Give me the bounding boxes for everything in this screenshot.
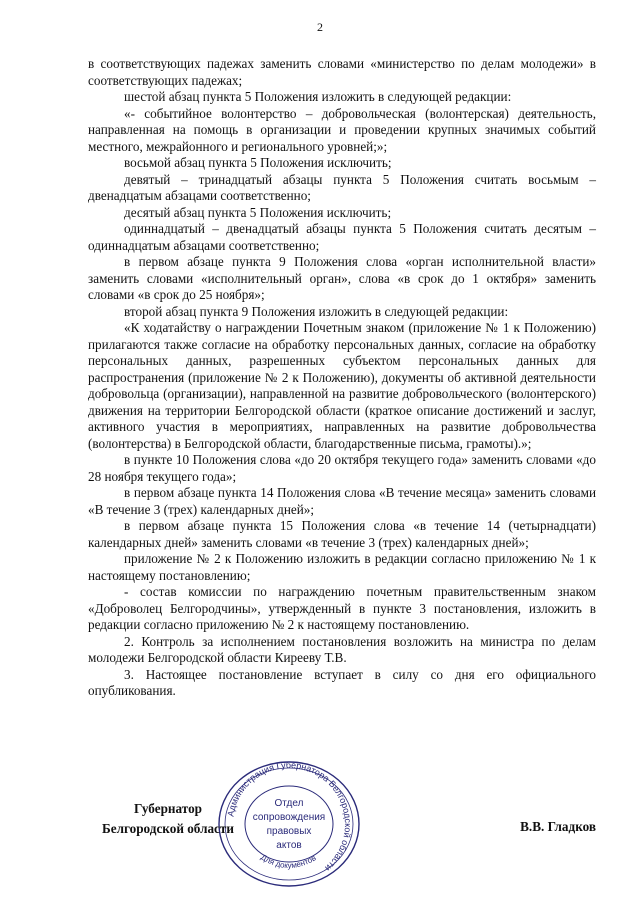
signatory-name: В.В. Гладков (520, 819, 596, 834)
page-number: 2 (317, 20, 323, 34)
paragraph: в пункте 10 Положения слова «до 20 октября текущего года» заменить словами «до 28 ноября текущего года»; (88, 452, 596, 484)
signatory-title-line: Белгородской области (102, 821, 234, 836)
stamp-bottom-text: Для документов (259, 852, 318, 871)
paragraph: восьмой абзац пункта 5 Положения исключить; (124, 155, 392, 170)
paragraph: в первом абзаце пункта 14 Положения слова «В течение месяца» заменить словами «В течение 3 (трех) календарных дней»; (88, 485, 596, 517)
paragraph: приложение № 2 к Положению изложить в редакции согласно приложению № 1 к настоящему постановлению; (88, 551, 596, 583)
paragraph: - состав комиссии по награждению почетным правительственным знаком «Доброволец Белгородчины», утвержденный в пункте 3 постановления, изложить в редакции согласно приложению № 2 к настоящему постановлению. (88, 584, 596, 632)
paragraph: 3. Настоящее постановление вступает в силу со дня его официального опубликования. (88, 666, 596, 698)
stamp-center-line: сопровождения (252, 812, 326, 823)
paragraph: одиннадцатый – двенадцатый абзацы пункта 5 Положения считать десятым – одиннадцатым абзацами соответственно; (88, 221, 596, 253)
paragraph: в первом абзаце пункта 9 Положения слова «орган исполнительной власти» заменить словами «исполнительный орган», слова «в срок до 1 октября» заменить словами «в срок до 25 ноября»; (88, 254, 596, 302)
svg-text:Для документов (259, 853, 317, 870)
paragraph: девятый – тринадцатый абзацы пункта 5 Положения считать восьмым – двенадцатым абзацами соответственно; (88, 171, 596, 203)
document-body (88, 56, 596, 700)
paragraph: в соответствующих падежах заменить словами «министерство по делам молодежи» в соответствующих падежах; (88, 56, 596, 88)
stamp-center-line: правовых (266, 826, 312, 837)
stamp-ring-text: Администрация Губернатора Белгородской области (225, 759, 354, 874)
stamp-center-line: Отдел (274, 798, 304, 809)
paragraph: «- событийное волонтерство – добровольческая (волонтерская) деятельность, направленная на помощь в организации и проведении крупных значимых событий местного, межрайонного и регионального уровней;»; (88, 105, 596, 154)
signatory-title (98, 799, 238, 839)
paragraph: шестой абзац пункта 5 Положения изложить в следующей редакции: (124, 89, 512, 104)
signatory-title-line: Губернатор (134, 801, 202, 816)
paragraph: «К ходатайству о награждении Почетным знаком (приложение № 1 к Положению) прилагаются также согласие на обработку персональных данных, согласие на обработку персональных данных, разрешенных субъектом персональных данных для распространения (приложение № 2 к Положению), документы об активной деятельности добровольца (организации), направленной на развитие добровольческого (волонтерского) движения на территории Белгородской области (краткое описание достижений и заслуг, активного участия в мероприятиях, направленных на развитие добровольчества (волонтерства) в Белгородской области, благодарственные письма, грамоты).»; (88, 320, 596, 451)
paragraph: в первом абзаце пункта 15 Положения слова «в течение 14 (четырнадцати) календарных дней» заменить словами «в течение 3 (трех) календарных дней»; (88, 518, 596, 550)
paragraph: десятый абзац пункта 5 Положения исключить; (124, 204, 392, 220)
paragraph: 2. Контроль за исполнением постановления возложить на министра по делам молодежи Белгородской области Кирееву Т.В. (88, 633, 596, 665)
paragraph: второй абзац пункта 9 Положения изложить в следующей редакции: (124, 303, 509, 319)
signature-block (0, 795, 640, 855)
stamp-center-line: актов (276, 840, 302, 851)
